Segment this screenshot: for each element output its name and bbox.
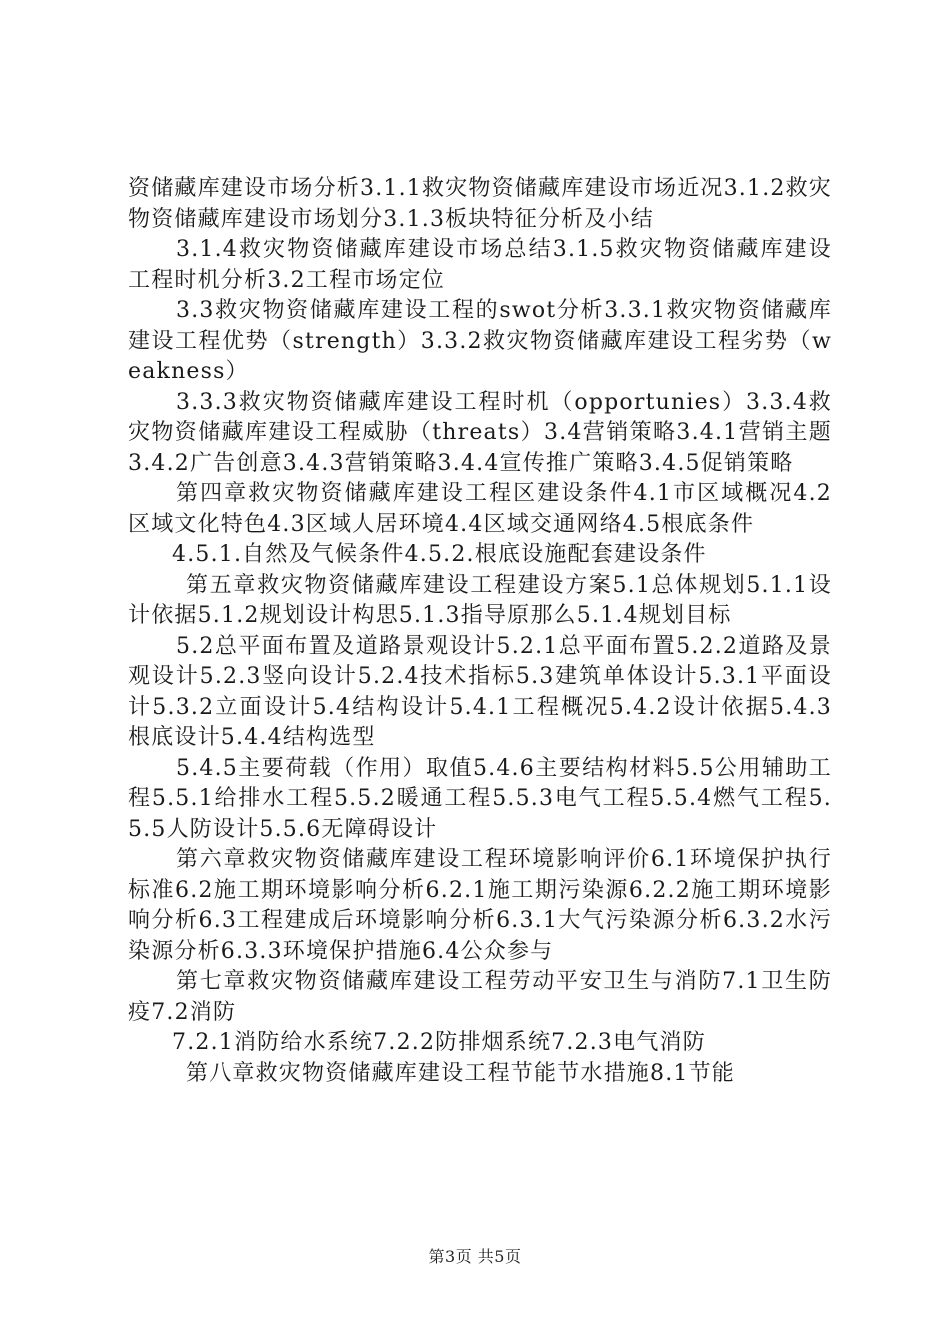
paragraph-chapter-6: 第六章救灾物资储藏库建设工程环境影响评价6.1环境保护执行标准6.2施工期环境影响分析6.2.1施工期污染源6.2.2施工期环境影响分析6.3工程建成后环境影响分析6.3.1大气污染源分析6.3.2水污染源分析6.3.3环境保护措施6.4公众参与 [128,847,832,964]
paragraph-chapter-7: 第七章救灾物资储藏库建设工程劳动平安卫生与消防7.1卫生防疫7.2消防 [128,969,832,1025]
page-number-footer: 第3页 共5页 [428,1247,522,1266]
paragraph-chapter-8: 第八章救灾物资储藏库建设工程节能节水措施8.1节能 [186,1060,735,1086]
paragraph-chapter-4: 第四章救灾物资储藏库建设工程区建设条件4.1市区域概况4.2区域文化特色4.3区域人居环境4.4区域交通网络4.5根底条件 [128,481,832,537]
paragraph-site-plan: 5.2总平面布置及道路景观设计5.2.1总平面布置5.2.2道路及景观设计5.2.3竖向设计5.2.4技术指标5.3建筑单体设计5.3.1平面设计5.3.2立面设计5.4结构设计5.4.1工程概况5.4.2设计依据5.4.3根底设计5.4.4结构选型 [128,633,832,750]
paragraph-swot: 3.3救灾物资储藏库建设工程的swot分析3.3.1救灾物资储藏库建设工程优势（strength）3.3.2救灾物资储藏库建设工程劣势（weakness） [128,298,832,384]
document-body [128,174,832,1089]
paragraph-loads: 5.4.5主要荷载（作用）取值5.4.6主要结构材料5.5公用辅助工程5.5.1给排水工程5.5.2暖通工程5.5.3电气工程5.5.4燃气工程5.5.5人防设计5.5.6无障碍设计 [128,755,832,842]
paragraph-natural-conditions: 4.5.1.自然及气候条件4.5.2.根底设施配套建设条件 [172,542,707,567]
paragraph-fire-systems: 7.2.1消防给水系统7.2.2防排烟系统7.2.3电气消防 [172,1030,706,1055]
paragraph-opportunities: 3.3.3救灾物资储藏库建设工程时机（opportunies）3.3.4救灾物资储藏库建设工程威胁（threats）3.4营销策略3.4.1营销主题3.4.2广告创意3.4.3营销策略3.4.4宣传推广策略3.4.5促销策略 [128,389,832,476]
paragraph-market-summary: 3.1.4救灾物资储藏库建设市场总结3.1.5救灾物资储藏库建设工程时机分析3.2工程市场定位 [128,237,832,293]
paragraph-chapter-5: 第五章救灾物资储藏库建设工程建设方案5.1总体规划5.1.1设计依据5.1.2规划设计构思5.1.3指导原那么5.1.4规划目标 [128,572,832,628]
paragraph-market-analysis: 资储藏库建设市场分析3.1.1救灾物资储藏库建设市场近况3.1.2救灾物资储藏库建设市场划分3.1.3板块特征分析及小结 [128,176,832,232]
